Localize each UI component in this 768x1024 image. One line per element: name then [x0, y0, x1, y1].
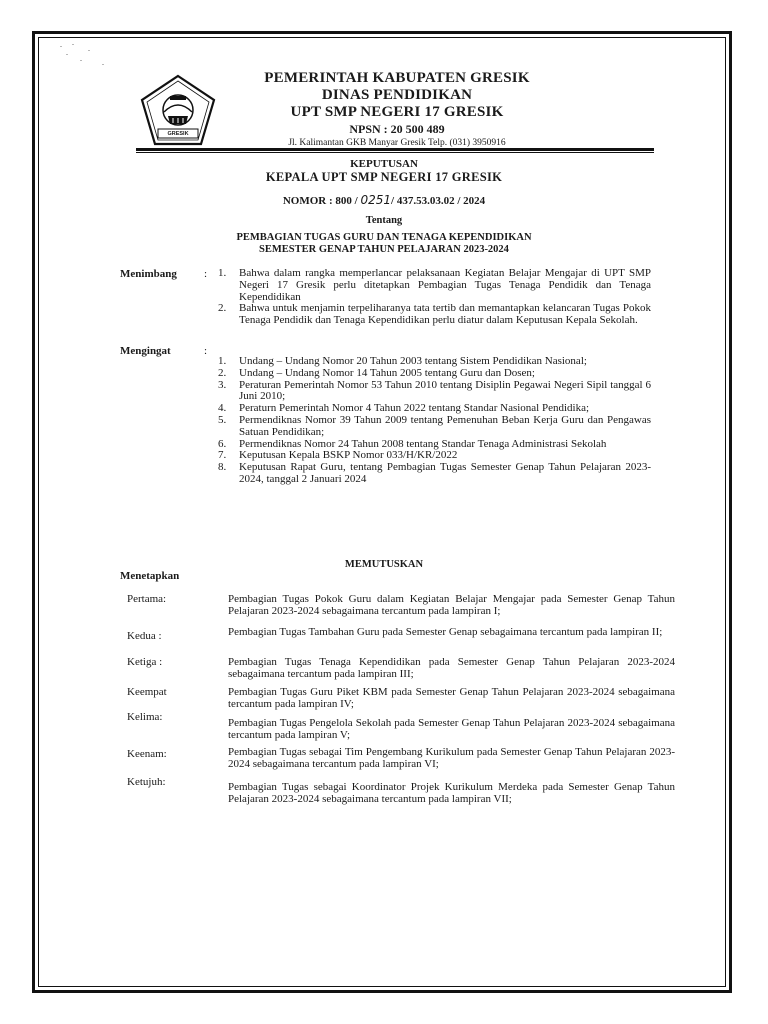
- doc-type: KEPUTUSAN: [350, 158, 418, 170]
- decision-label-kedua: Kedua :: [127, 630, 162, 642]
- decision-text-kedua: Pembagian Tugas Tambahan Guru pada Semester Genap sebagaimana tercantum pada lampiran II;: [228, 626, 663, 638]
- list-item: 7. Keputusan Kepala BSKP Nomor 033/H/KR/2022: [218, 449, 458, 462]
- doc-number: [0, 194, 768, 208]
- list-item: 4. Peraturn Pemerintah Nomor 4 Tahun 2022 tentang Standar Nasional Pendidika;: [218, 402, 590, 415]
- menimbang-list: [215, 268, 651, 327]
- mengingat-colon: :: [204, 345, 208, 357]
- decision-label-kelima: Kelima:: [127, 711, 163, 723]
- letterhead-npsn: NPSN : 20 500 489: [349, 122, 445, 136]
- decision-label-keempat: Keempat: [127, 686, 167, 698]
- list-item: 3. Peraturan Pemerintah Nomor 53 Tahun 2010 tentang Disiplin Pegawai Negeri Sipil tanggal 6 Juni 2010;: [218, 378, 651, 403]
- letterhead-address: Jl. Kalimantan GKB Manyar Gresik Telp. (031) 3950916: [288, 138, 506, 148]
- decision-label-ketiga: Ketiga :: [127, 656, 163, 668]
- list-item: 5. Permendiknas Nomor 39 Tahun 2009 tentang Pemenuhan Beban Kerja Guru dan Pengawas Satuan Pendidikan;: [218, 413, 651, 438]
- doc-issuer: KEPALA UPT SMP NEGERI 17 GRESIK: [265, 170, 503, 184]
- logo-caption: GRESIK: [167, 131, 189, 137]
- list-item: 2. Undang – Undang Nomor 14 Tahun 2005 tentang Guru dan Dosen;: [218, 366, 535, 379]
- doc-subject-line1: PEMBAGIAN TUGAS GURU DAN TENAGA KEPENDIDIKAN: [236, 232, 532, 243]
- decision-text-pertama: Pembagian Tugas Pokok Guru dalam Kegiatan Belajar Mengajar pada Semester Genap Tahun Pelajaran 2023-2024 sebagaimana tercantum pada lampiran I;: [228, 593, 675, 617]
- doc-tentang: Tentang: [365, 215, 403, 226]
- doc-number-handwritten: 0251: [360, 193, 392, 207]
- letterhead-rule-thick: [136, 148, 654, 151]
- doc-subject-line2: SEMESTER GENAP TAHUN PELAJARAN 2023-2024: [259, 244, 509, 255]
- decision-text-ketiga: Pembagian Tugas Tenaga Kependidikan pada Semester Genap Tahun Pelajaran 2023-2024 sebagaimana tercantum pada lampiran III;: [228, 656, 675, 680]
- list-item: 1. Undang – Undang Nomor 20 Tahun 2003 tentang Sistem Pendidikan Nasional;: [218, 355, 587, 367]
- decision-text-kelima: Pembagian Tugas Pengelola Sekolah pada Semester Genap Tahun Pelajaran 2023-2024 sebagaimana tercantum pada lampiran V;: [228, 717, 675, 741]
- memutuskan-heading: MEMUTUSKAN: [344, 559, 424, 570]
- doc-number-prefix: NOMOR : 800 /: [282, 195, 361, 207]
- decision-text-ketujuh: Pembagian Tugas sebagai Koordinator Projek Kurikulum Merdeka pada Semester Genap Tahun Pelajaran 2023-2024 sebagaimana tercantum pada lampiran VII;: [228, 781, 675, 805]
- menimbang-label: Menimbang: [120, 268, 177, 280]
- letterhead-government: PEMERINTAH KABUPATEN GRESIK: [264, 70, 530, 86]
- letterhead-school: UPT SMP NEGERI 17 GRESIK: [290, 104, 504, 120]
- doc-number-suffix: / 437.53.03.02 / 2024: [391, 195, 486, 207]
- letterhead-department: DINAS PENDIDIKAN: [321, 87, 473, 103]
- list-item: 2. Bahwa untuk menjamin terpeliharanya tata tertib dan memantapkan kelancaran Tugas Pokok Tenaga Pendidik dan Tenaga Kependidikan perlu diatur dalam Keputusan Kepala Sekolah.: [218, 302, 651, 327]
- scan-noise: [58, 42, 118, 72]
- mengingat-label: Mengingat: [120, 345, 171, 357]
- list-item: 6. Permendiknas Nomor 24 Tahun 2008 tentang Standar Tenaga Administrasi Sekolah: [218, 437, 607, 450]
- letterhead: [232, 70, 562, 150]
- decision-text-keenam: Pembagian Tugas sebagai Tim Pengembang Kurikulum pada Semester Genap Tahun Pelajaran 2023-2024 sebagaimana tercantum pada lampiran VI;: [228, 746, 675, 770]
- list-item: 8. Keputusan Rapat Guru, tentang Pembagian Tugas Semester Genap Tahun Pelajaran 2023-2024, tanggal 2 Januari 2024: [218, 461, 651, 485]
- menetapkan-label: Menetapkan: [120, 570, 180, 582]
- list-item: 1. Bahwa dalam rangka memperlancar pelaksanaan Kegiatan Belajar Mengajar di UPT SMP Negeri 17 Gresik perlu ditetapkan Pembagian Tugas Tenaga Pendidik dan Tenaga Kependidikan: [218, 267, 651, 303]
- decision-label-pertama: Pertama:: [127, 593, 167, 605]
- decision-text-keempat: Pembagian Tugas Guru Piket KBM pada Semester Genap Tahun Pelajaran 2023-2024 sebagaimana tercantum pada lampiran IV;: [228, 686, 675, 710]
- decision-label-ketujuh: Ketujuh:: [127, 776, 166, 788]
- decision-label-keenam: Keenam:: [127, 748, 167, 760]
- letterhead-rule-thin: [136, 152, 654, 153]
- mengingat-list: [215, 356, 651, 486]
- gresik-logo: [140, 74, 216, 146]
- menimbang-colon: :: [204, 268, 208, 280]
